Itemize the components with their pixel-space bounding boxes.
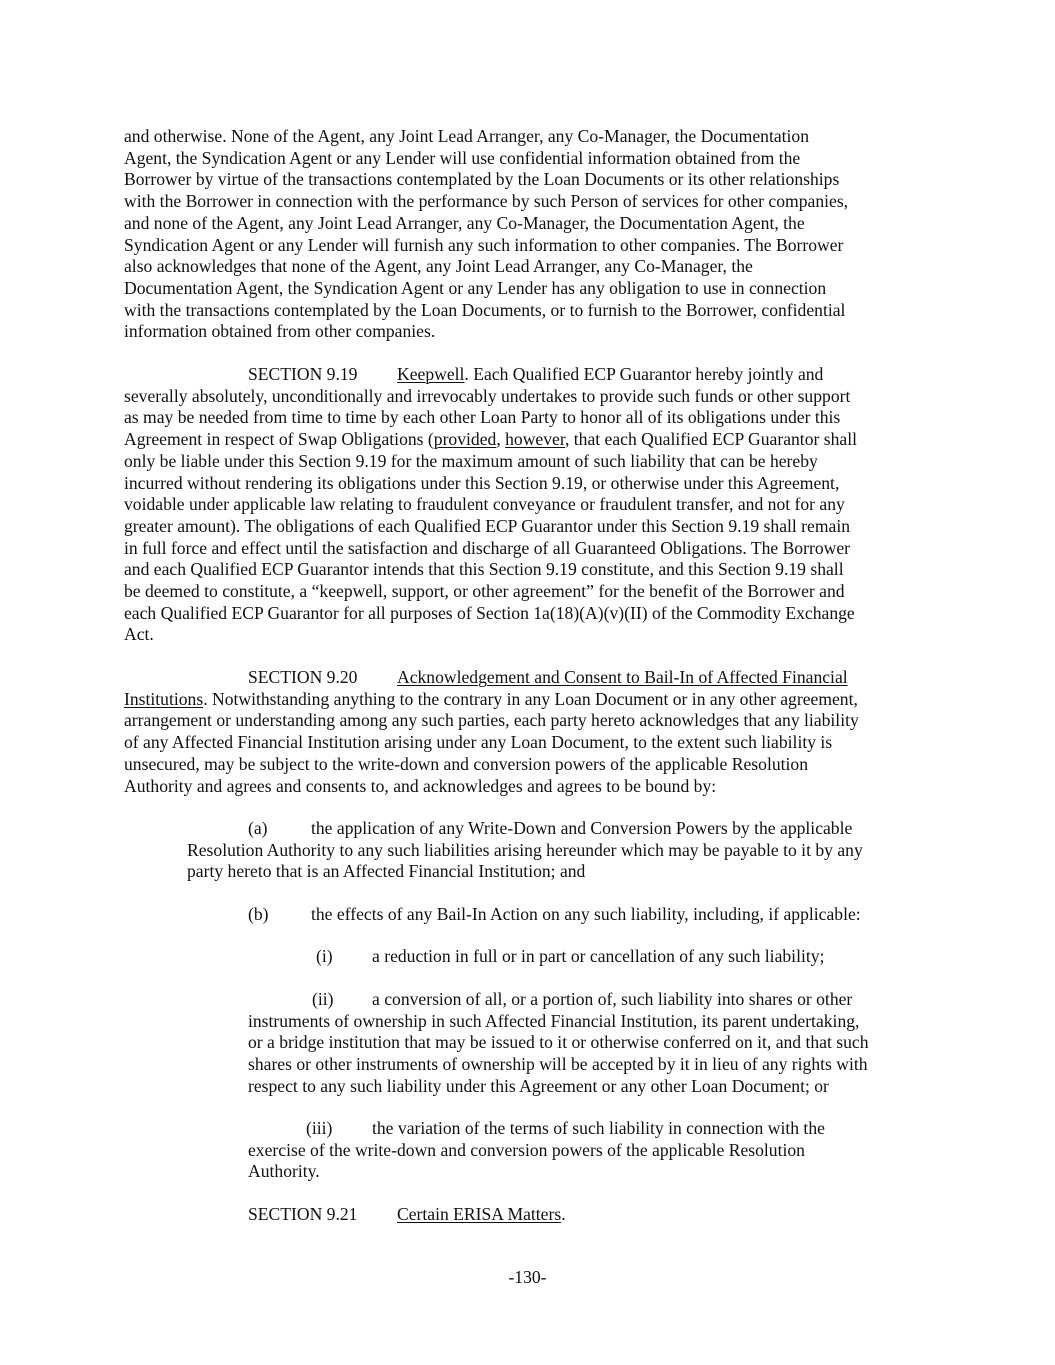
text-line: of any Affected Financial Institution arising under any Loan Document, to the extent such liability is [124, 732, 833, 753]
text-line [248, 989, 869, 1011]
text-run: . [561, 1204, 566, 1224]
text-line [124, 667, 859, 689]
text-line: exercise of the write-down and conversion powers of the applicable Resolution [248, 1139, 805, 1160]
section-number: SECTION 9.19 [248, 364, 358, 384]
text-line [187, 818, 863, 840]
text-line: Act. [124, 624, 154, 645]
text-line: and none of the Agent, any Joint Lead Arranger, any Co-Manager, the Documentation Agent, the [124, 212, 805, 233]
section-9-19 [124, 364, 857, 646]
text-run: Agreement in respect of Swap Obligations ( [124, 429, 434, 450]
item-ii [248, 989, 869, 1098]
text-line: in full force and effect until the satisfaction and discharge of all Guaranteed Obligations. The Borrower [124, 537, 850, 558]
text-run: a reduction in full or in part or cancellation of any such liability; [372, 946, 825, 966]
section-heading: Certain ERISA Matters [397, 1204, 562, 1224]
text-line: information obtained from other companies. [124, 321, 436, 342]
item-a [187, 818, 863, 883]
text-line: each Qualified ECP Guarantor for all purposes of Section 1a(18)(A)(v)(II) of the Commodity Exchange [124, 602, 855, 623]
text-line: also acknowledges that none of the Agent, any Joint Lead Arranger, any Co-Manager, the [124, 256, 753, 277]
section-number: SECTION 9.20 [248, 667, 358, 687]
text-line: and otherwise. None of the Agent, any Joint Lead Arranger, any Co-Manager, the Documentation [124, 126, 810, 146]
text-line: greater amount). The obligations of each Qualified ECP Guarantor under this Section 9.19 shall remain [124, 515, 851, 536]
text-line: Syndication Agent or any Lender will furnish any such information to other companies. The Borrower [124, 234, 844, 255]
text-line [248, 1204, 566, 1226]
text-line: Authority and agrees and consents to, and acknowledges and agrees to be bound by: [124, 775, 717, 796]
provided-term: provided [433, 429, 497, 450]
text-line: with the Borrower in connection with the performance by such Person of services for other companies, [124, 191, 849, 212]
text-line [248, 1118, 825, 1140]
text-line: Authority. [248, 1161, 320, 1182]
text-line: Resolution Authority to any such liabilities arising hereunder which may be payable to it by any [187, 839, 863, 860]
item-i [248, 946, 824, 968]
item-label: (b) [248, 904, 269, 924]
text-line: shares or other instruments of ownership will be accepted by it in lieu of any rights with [248, 1054, 868, 1075]
item-iii [248, 1118, 825, 1183]
text-line [124, 689, 859, 711]
item-b [248, 904, 861, 926]
text-run: . Notwithstanding anything to the contrary in any Loan Document or in any other agreement, [203, 688, 858, 709]
text-run: the variation of the terms of such liability in connection with the [372, 1118, 825, 1138]
section-number: SECTION 9.21 [248, 1204, 358, 1224]
text-run: a conversion of all, or a portion of, such liability into shares or other [372, 989, 853, 1009]
text-line: arrangement or understanding among any such parties, each party hereto acknowledges that any liability [124, 710, 859, 731]
item-label: (a) [248, 818, 268, 838]
text-line [124, 429, 857, 451]
text-run: , that each Qualified ECP Guarantor shall [564, 429, 857, 450]
text-line: be deemed to constitute, a “keepwell, support, or other agreement” for the benefit of the Borrower and [124, 581, 845, 602]
text-run: the application of any Write-Down and Conversion Powers by the applicable [311, 818, 853, 838]
text-line: respect to any such liability under this Agreement or any other Loan Document; or [248, 1075, 829, 1096]
section-9-21 [248, 1204, 566, 1226]
text-line: and each Qualified ECP Guarantor intends that this Section 9.19 constitute, and this Section 9.19 shall [124, 559, 844, 580]
item-label: (ii) [312, 989, 334, 1009]
text-line: Agent, the Syndication Agent or any Lender will use confidential information obtained from the [124, 147, 801, 168]
text-line: with the transactions contemplated by the Loan Documents, or to furnish to the Borrower, confidential [124, 299, 846, 320]
text-line: incurred without rendering its obligations under this Section 9.19, or otherwise under this Agreement, [124, 472, 840, 493]
section-heading: Acknowledgement and Consent to Bail-In of Affected Financial [397, 667, 848, 687]
text-run: the effects of any Bail-In Action on any such liability, including, if applicable: [311, 904, 861, 924]
page-number: -130- [508, 1267, 547, 1287]
text-line: Documentation Agent, the Syndication Agent or any Lender has any obligation to use in connection [124, 277, 827, 298]
item-label: (iii) [306, 1118, 333, 1138]
text-line: severally absolutely, unconditionally and irrevocably undertakes to provide such funds or other support [124, 385, 851, 406]
text-line: voidable under applicable law relating to fraudulent conveyance or fraudulent transfer, and not for any [124, 494, 845, 515]
text-line: Borrower by virtue of the transactions contemplated by the Loan Documents or its other relationships [124, 169, 840, 190]
section-heading-continued: Institutions [124, 688, 204, 709]
text-line: only be liable under this Section 9.19 for the maximum amount of such liability that can be hereby [124, 450, 818, 471]
text-line [248, 904, 861, 926]
text-line: instruments of ownership in such Affected Financial Institution, its parent undertaking, [248, 1010, 860, 1031]
text-line: as may be needed from time to time by each other Loan Party to honor all of its obligations under this [124, 407, 841, 428]
item-label: (i) [316, 946, 333, 966]
text-line: or a bridge institution that may be issued to it or otherwise conferred on it, and that such [248, 1032, 869, 1053]
carryover-paragraph [124, 126, 848, 343]
text-line [124, 364, 857, 386]
text-line: unsecured, may be subject to the write-down and conversion powers of the applicable Resolution [124, 753, 809, 774]
however-term: however [505, 429, 565, 450]
section-9-20 [124, 667, 859, 797]
text-run: . Each Qualified ECP Guarantor hereby jointly and [464, 364, 824, 384]
text-run: , [496, 429, 506, 450]
section-heading: Keepwell [397, 364, 465, 384]
text-line: party hereto that is an Affected Financial Institution; and [187, 861, 586, 882]
text-line [248, 946, 824, 968]
